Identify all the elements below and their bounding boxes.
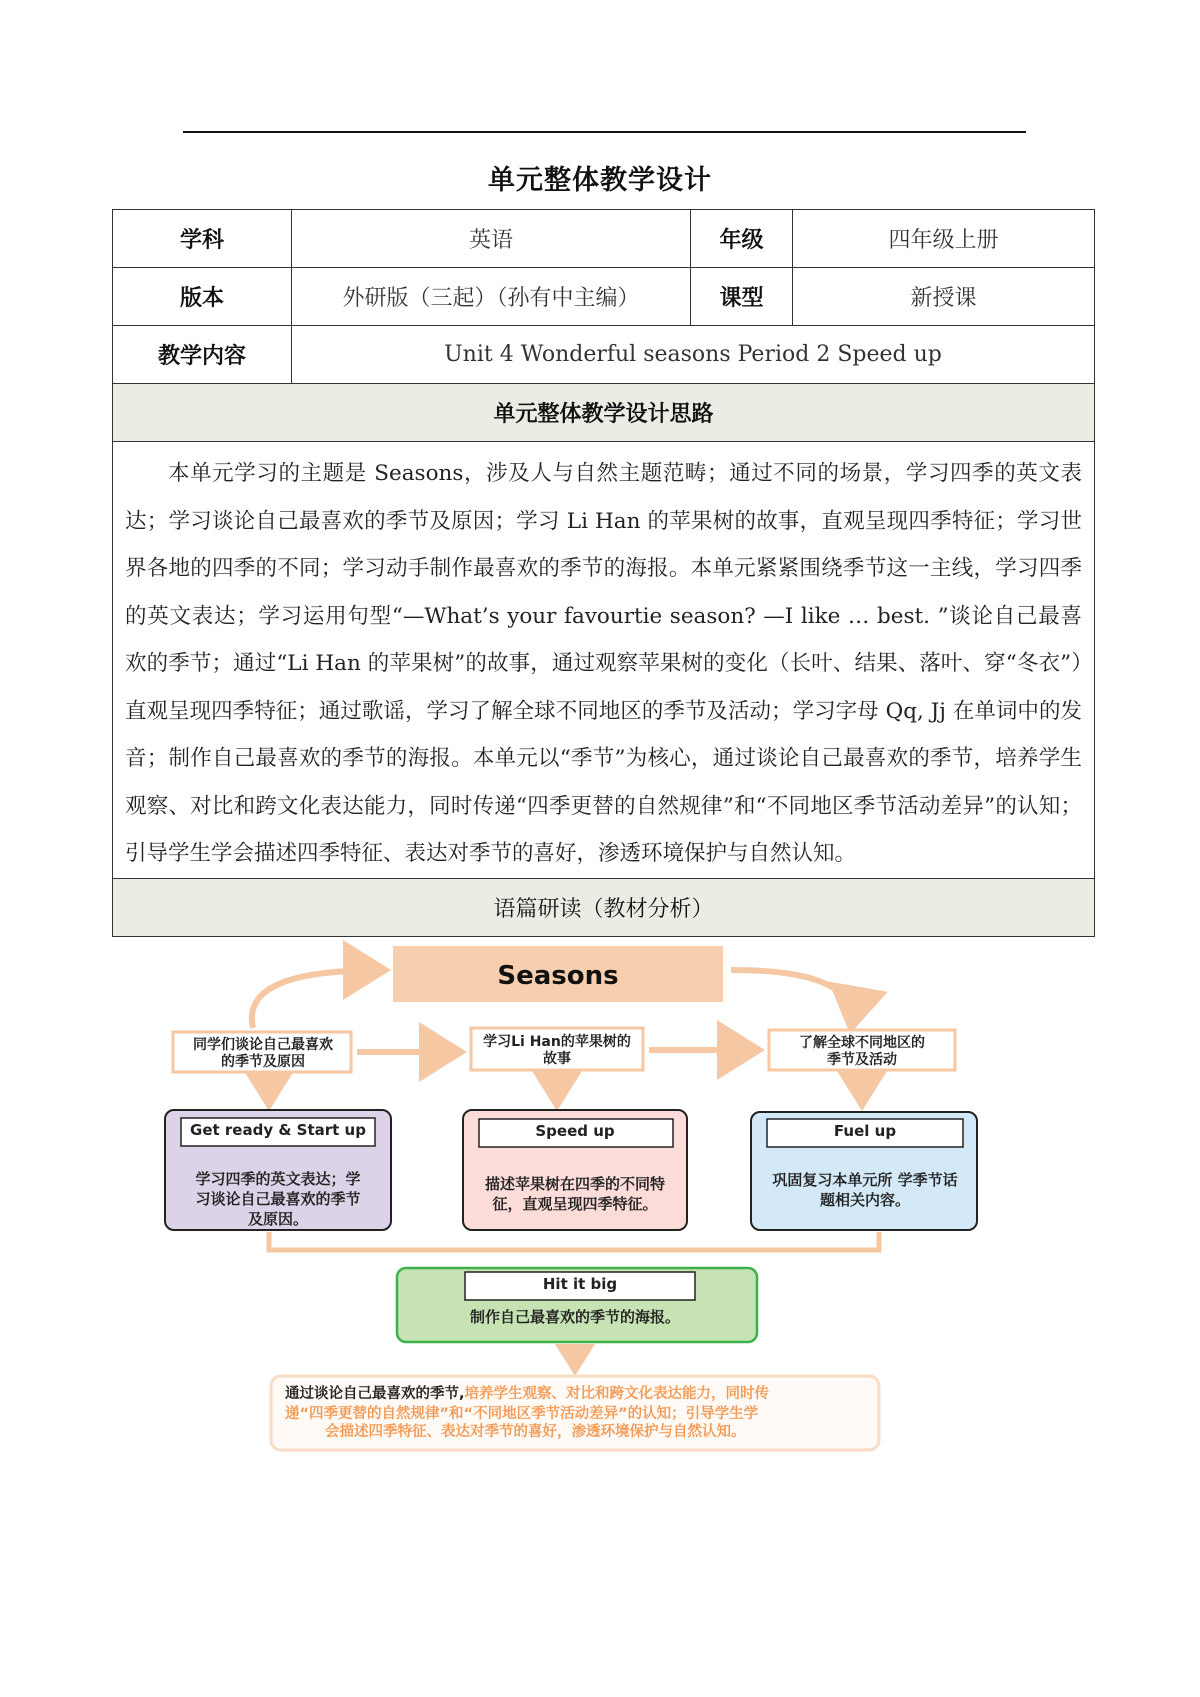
- stage-title-mid: Speed up: [535, 1122, 615, 1140]
- design-section-heading: 单元整体教学设计思路: [113, 384, 1095, 442]
- design-paragraph: 本单元学习的主题是 Seasons，涉及人与自然主题范畴；通过不同的场景，学习四季的英文表达；学习谈论自己最喜欢的季节及原因；学习 Li Han 的苹果树的故事，直观呈现四季特征；学习世界各地的四季的不同；学习动手制作最喜欢的季节的海报。本单元紧紧围绕季节这一主线，学习四季的英文表达；学习运用句型“—What’s your favourtie season? —I like … best. ”谈论自己最喜欢的季节；通过“Li Han 的苹果树”的故事，通过观察苹果树的变化（长叶、结果、落叶、穿“冬衣”）直观呈现四季特征；通过歌谣，学习了解全球不同地区的季节及活动；学习字母 Qq, Jj 在单词中的发音；制作自己最喜欢的季节的海报。本单元以“季节”为核心，通过谈论自己最喜欢的季节，培养学生观察、对比和跨文化表达能力，同时传递“四季更替的自然规律”和“不同地区季节活动差异”的认知；引导学生学会描述四季特征、表达对季节的喜好，渗透环境保护与自然认知。: [125, 461, 1082, 866]
- stage-title-right: Fuel up: [833, 1122, 897, 1140]
- lesson-type-label: 课型: [691, 268, 793, 326]
- stage-text-left-2: 习谈论自己最喜欢的季节: [195, 1190, 361, 1208]
- table-row: [113, 268, 1095, 326]
- content-value: Unit 4 Wonderful seasons Period 2 Speed up: [292, 326, 1095, 384]
- table-row: [113, 384, 1095, 442]
- table-row: [113, 442, 1095, 879]
- lesson-type-value: 新授课: [793, 268, 1095, 326]
- subject-label: 学科: [113, 210, 292, 268]
- goal-line-3: 会描述四季特征、表达对季节的喜好，渗透环境保护与自然认知。: [325, 1424, 746, 1440]
- center-title: Seasons: [497, 961, 619, 991]
- topic-right-line2: 季节及活动: [827, 1052, 897, 1068]
- goal-line-1-dark: 通过谈论自己最喜欢的季节,: [285, 1386, 465, 1402]
- subject-value: 英语: [292, 210, 691, 268]
- stage-text-right-2: 题相关内容。: [819, 1191, 911, 1209]
- unit-structure-diagram: [113, 442, 1095, 1470]
- content-label: 教学内容: [113, 326, 292, 384]
- stage-text-mid-2: 征，直观呈现四季特征。: [492, 1195, 658, 1213]
- table-row: [113, 210, 1095, 268]
- document-title: 单元整体教学设计: [488, 165, 712, 196]
- curve-arrow-right: [731, 970, 852, 1028]
- topic-right-line1: 了解全球不同地区的: [799, 1035, 925, 1051]
- grade-label: 年级: [691, 210, 793, 268]
- header-rule: [183, 131, 1026, 133]
- lesson-info-table: [112, 209, 1095, 1440]
- stage-text-left-1: 学习四季的英文表达；学: [195, 1170, 361, 1188]
- topic-mid-line2: 故事: [543, 1051, 571, 1067]
- topic-left-line2: 的季节及原因: [221, 1054, 305, 1070]
- goal-line-1: [285, 1384, 770, 1402]
- grade-value: 四年级上册: [793, 210, 1095, 268]
- goal-line-1-orange: 培养学生观察、对比和跨文化表达能力，同时传: [464, 1386, 770, 1402]
- stage-text-mid-1: 描述苹果树在四季的不同特: [484, 1175, 666, 1193]
- edition-label: 版本: [113, 268, 292, 326]
- stage-text-right-1: 巩固复习本单元所 学季节话: [772, 1171, 958, 1189]
- stage-title-left: Get ready & Start up: [190, 1121, 366, 1139]
- goal-line-2: 递“四季更替的自然规律”和“不同地区季节活动差异”的认知；引导学生学: [285, 1406, 759, 1422]
- topic-left-line1: 同学们谈论自己最喜欢: [193, 1037, 333, 1053]
- topic-mid-line1: 学习Li Han的苹果树的: [483, 1034, 631, 1050]
- stage-text-bottom: 制作自己最喜欢的季节的海报。: [469, 1308, 681, 1326]
- stage-text-left-3: 及原因。: [247, 1210, 309, 1228]
- stage-title-bottom: Hit it big: [542, 1275, 618, 1293]
- curve-arrow-left: [252, 970, 385, 1028]
- analysis-section-heading: 语篇研读（教材分析）: [113, 878, 1095, 936]
- edition-value: 外研版（三起）（孙有中主编）: [292, 268, 691, 326]
- merge-connector: [269, 1232, 879, 1250]
- table-row: [113, 326, 1095, 384]
